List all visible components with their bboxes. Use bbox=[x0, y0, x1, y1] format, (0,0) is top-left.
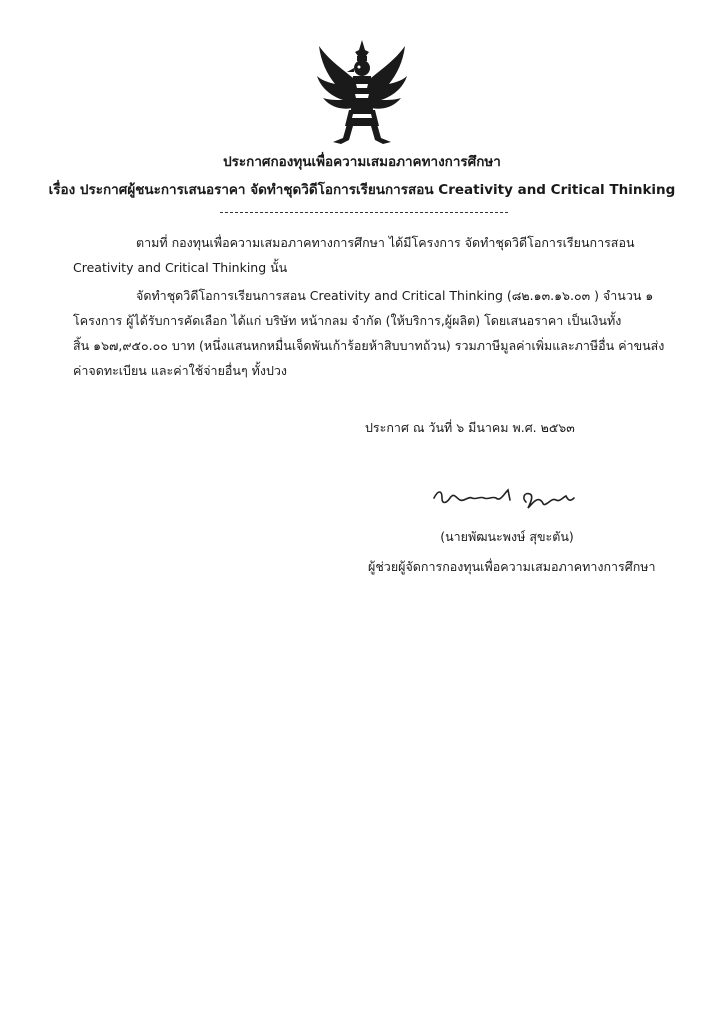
body-line-4: โครงการ ผู้ได้รับการคัดเลือก ได้แก่ บริษัท หน้ากลม จำกัด (ให้บริการ,ผู้ผลิต) โดยเสนอราคา เป็นเงินทั้ง bbox=[73, 313, 622, 328]
separator-line bbox=[220, 212, 508, 213]
announcement-subject: เรื่อง ประกาศผู้ชนะการเสนอราคา จัดทำชุดวิดีโอการเรียนการสอน Creativity and Critical Thinking bbox=[48, 182, 676, 198]
handwritten-signature bbox=[430, 484, 578, 516]
announcement-date: ประกาศ ณ วันที่ ๖ มีนาคม พ.ศ. ๒๕๖๓ bbox=[365, 420, 575, 435]
signer-position: ผู้ช่วยผู้จัดการกองทุนเพื่อความเสมอภาคทางการศึกษา bbox=[368, 559, 656, 574]
garuda-emblem bbox=[313, 38, 411, 146]
body-line-5: สิ้น ๑๖๗,๙๕๐.๐๐ บาท (หนึ่งแสนหกหมื่นเจ็ดพันเก้าร้อยห้าสิบบาทถ้วน) รวมภาษีมูลค่าเพิ่มและภาษีอื่น ค่าขนส่ง bbox=[73, 338, 665, 353]
signer-name: (นายพัฒนะพงษ์ สุขะตัน) bbox=[440, 529, 574, 544]
announcement-title: ประกาศกองทุนเพื่อความเสมอภาคทางการศึกษา bbox=[223, 154, 501, 170]
body-line-1: ตามที่ กองทุนเพื่อความเสมอภาคทางการศึกษา ได้มีโครงการ จัดทำชุดวิดีโอการเรียนการสอน bbox=[136, 235, 635, 250]
body-line-6: ค่าจดทะเบียน และค่าใช้จ่ายอื่นๆ ทั้งปวง bbox=[73, 363, 288, 378]
body-line-3: จัดทำชุดวิดีโอการเรียนการสอน Creativity and Critical Thinking (๘๒.๑๓.๑๖.๐๓ ) จำนวน ๑ bbox=[136, 288, 654, 303]
body-line-2: Creativity and Critical Thinking นั้น bbox=[73, 260, 288, 275]
